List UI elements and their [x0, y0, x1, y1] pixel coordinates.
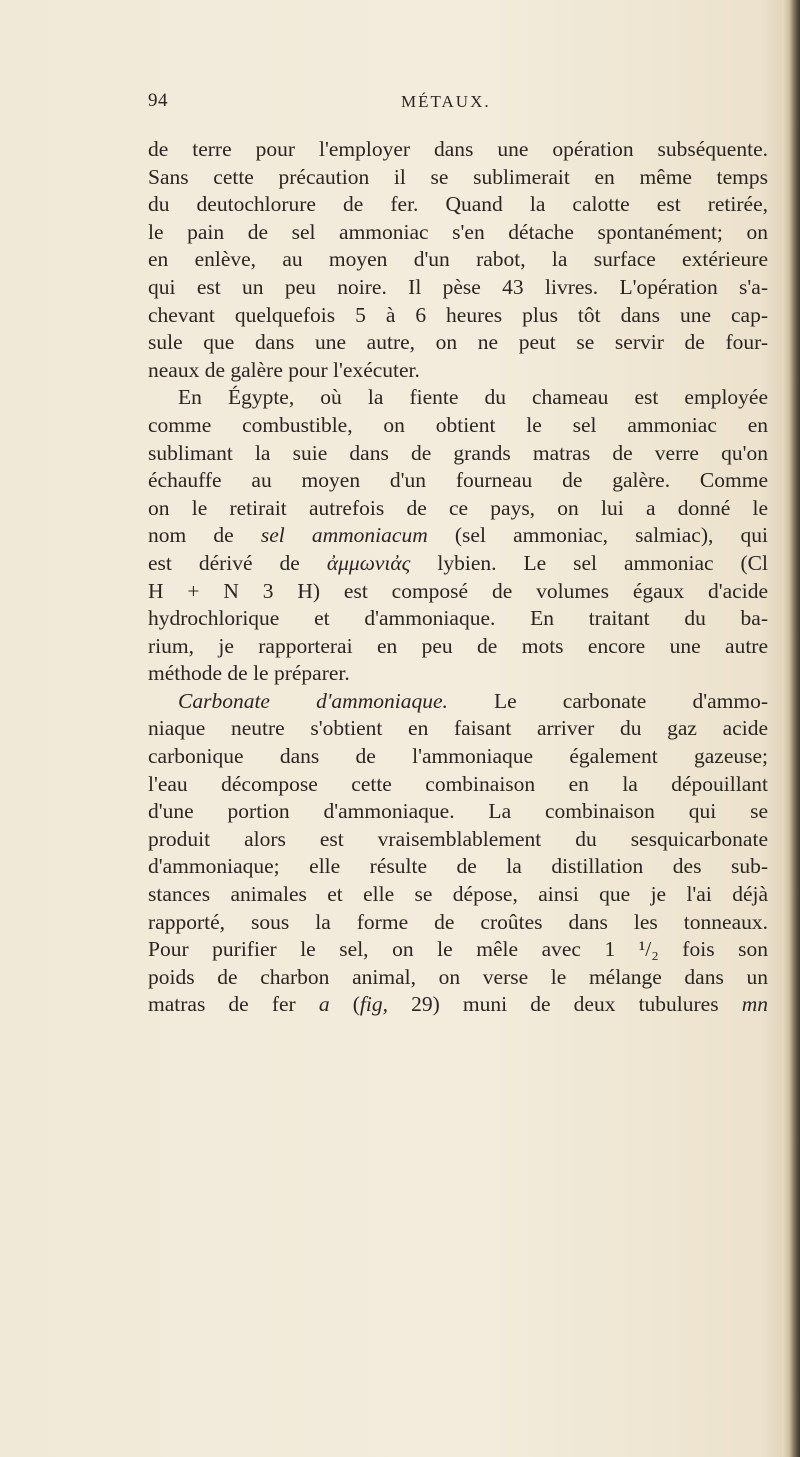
italic-term: a — [318, 992, 330, 1017]
text-line: d'ammoniaque; elle résulte de la distillation des sub- — [148, 854, 768, 879]
text-line — [148, 991, 768, 1019]
text-line: échauffe au moyen d'un fourneau de galère. Comme — [148, 468, 768, 493]
text-line: sublimant la suie dans de grands matras de verre qu'on — [148, 440, 768, 465]
italic-term: fig, — [359, 992, 388, 1017]
page-edge-shadow — [782, 0, 800, 1457]
greek-term: ἀμμωνιἀς — [326, 550, 411, 575]
text-line — [148, 550, 768, 578]
text-line: niaque neutre s'obtient en faisant arriver du gaz acide — [148, 716, 768, 741]
text-line: qui est un peu noire. Il pèse 43 livres. L'opération s'a- — [148, 274, 768, 299]
paragraph-start-line — [148, 688, 768, 716]
text-line: Pour purifier le sel, on le mêle avec 1 ¹/₂ fois son — [148, 937, 768, 962]
text-line: Sans cette précaution il se sublimerait en même temps — [148, 164, 768, 189]
text-line: rapporté, sous la forme de croûtes dans les tonneaux. — [148, 909, 768, 934]
text-line: stances animales et elle se dépose, ainsi que je l'ai déjà — [148, 882, 768, 907]
text-line: comme combustible, on obtient le sel ammoniac en — [148, 412, 768, 437]
text-line: rium, je rapporterai en peu de mots encore une autre — [148, 633, 768, 658]
text-line: sule que dans une autre, on ne peut se servir de four- — [148, 330, 768, 355]
italic-term: mn — [741, 992, 768, 1017]
section-heading: Carbonate d'ammoniaque. — [178, 688, 448, 713]
text-line: en enlève, au moyen d'un rabot, la surface extérieure — [148, 247, 768, 272]
text-line: produit alors est vraisemblablement du sesquicarbonate — [148, 826, 768, 851]
text-run: lybien. Le sel ammoniac (Cl — [410, 550, 768, 575]
body-text — [148, 136, 768, 1019]
paragraph-start-line: En Égypte, où la fiente du chameau est employée — [178, 385, 768, 410]
text-line: poids de charbon animal, on verse le mélange dans un — [148, 964, 768, 989]
page-number: 94 — [148, 90, 168, 111]
text-line: du deutochlorure de fer. Quand la calotte est retirée, — [148, 192, 768, 217]
text-run: est dérivé de — [148, 550, 327, 575]
text-line: neaux de galère pour l'exécuter. — [148, 357, 420, 382]
page-header — [148, 90, 766, 120]
text-line: de terre pour l'employer dans une opération subséquente. — [148, 137, 768, 161]
text-line: méthode de le préparer. — [148, 661, 350, 686]
text-line: hydrochlorique et d'ammoniaque. En traitant du ba- — [148, 606, 768, 631]
running-head: MÉTAUX. — [401, 92, 491, 111]
text-run: Le carbonate d'ammo- — [447, 688, 768, 713]
text-line: le pain de sel ammoniac s'en détache spontanément; on — [148, 219, 768, 244]
text-run: 29) muni de deux tubulures — [387, 992, 742, 1017]
italic-term: sel ammoniacum — [260, 523, 428, 548]
text-run: nom de — [148, 523, 261, 548]
text-run: ( — [329, 992, 360, 1017]
text-line: on le retirait autrefois de ce pays, on lui a donné le — [148, 495, 768, 520]
text-line: carbonique dans de l'ammoniaque également gazeuse; — [148, 744, 768, 769]
text-line: l'eau décompose cette combinaison en la dépouillant — [148, 771, 768, 796]
text-run: matras de fer — [148, 992, 319, 1017]
text-line: H + N 3 H) est composé de volumes égaux d'acide — [148, 578, 768, 603]
text-run: (sel ammoniac, salmiac), qui — [427, 523, 768, 548]
text-line — [148, 522, 768, 550]
text-line: chevant quelquefois 5 à 6 heures plus tôt dans une cap- — [148, 302, 768, 327]
text-line: d'une portion d'ammoniaque. La combinaison qui se — [148, 799, 768, 824]
